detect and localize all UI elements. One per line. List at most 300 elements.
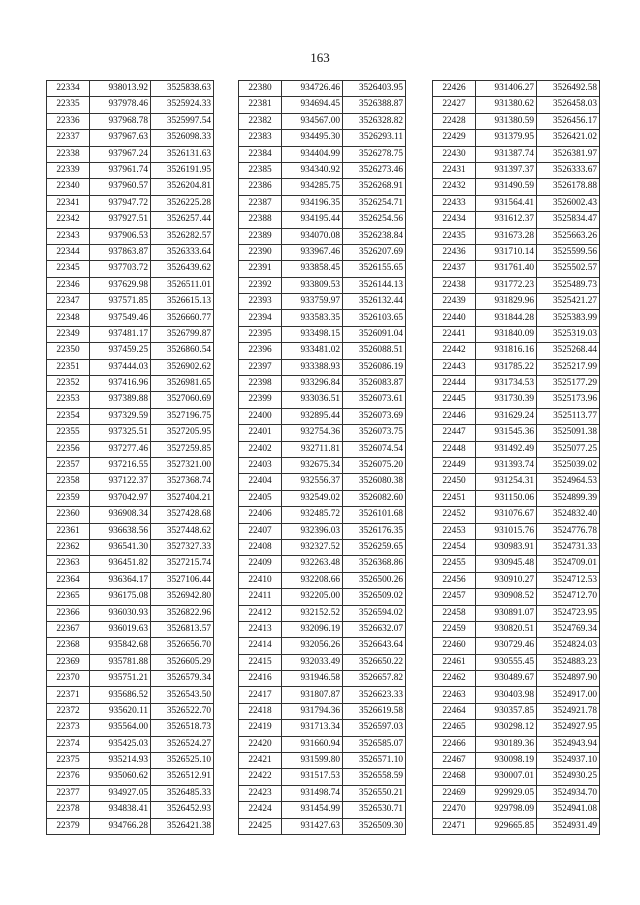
table-row bbox=[433, 539, 600, 555]
y-coordinate-cell: 3524897.90 bbox=[537, 671, 600, 687]
point-number-cell: 22362 bbox=[47, 539, 90, 555]
table-row bbox=[239, 671, 406, 687]
table-row bbox=[239, 441, 406, 457]
x-coordinate-cell: 933858.45 bbox=[282, 261, 343, 277]
x-coordinate-cell: 935781.88 bbox=[90, 654, 151, 670]
y-coordinate-cell: 3526073.75 bbox=[343, 425, 406, 441]
x-coordinate-cell: 931816.16 bbox=[476, 343, 537, 359]
table-row bbox=[239, 523, 406, 539]
table-row bbox=[433, 212, 600, 228]
x-coordinate-cell: 937960.57 bbox=[90, 179, 151, 195]
x-coordinate-cell: 937277.46 bbox=[90, 441, 151, 457]
point-number-cell: 22454 bbox=[433, 539, 476, 555]
table-row bbox=[433, 572, 600, 588]
y-coordinate-cell: 3526643.64 bbox=[343, 638, 406, 654]
table-row bbox=[239, 769, 406, 785]
table-row bbox=[47, 408, 214, 424]
y-coordinate-cell: 3524927.95 bbox=[537, 720, 600, 736]
point-number-cell: 22336 bbox=[47, 113, 90, 129]
x-coordinate-cell: 937481.17 bbox=[90, 326, 151, 342]
x-coordinate-cell: 936030.93 bbox=[90, 605, 151, 621]
x-coordinate-cell: 937961.74 bbox=[90, 162, 151, 178]
point-number-cell: 22439 bbox=[433, 294, 476, 310]
x-coordinate-cell: 935060.62 bbox=[90, 769, 151, 785]
point-number-cell: 22345 bbox=[47, 261, 90, 277]
y-coordinate-cell: 3526273.46 bbox=[343, 162, 406, 178]
x-coordinate-cell: 933759.97 bbox=[282, 294, 343, 310]
x-coordinate-cell: 936451.82 bbox=[90, 556, 151, 572]
y-coordinate-cell: 3526543.50 bbox=[151, 687, 214, 703]
x-coordinate-cell: 937416.96 bbox=[90, 376, 151, 392]
x-coordinate-cell: 938013.92 bbox=[90, 81, 151, 97]
table-row bbox=[47, 146, 214, 162]
x-coordinate-cell: 929798.09 bbox=[476, 802, 537, 818]
table-row bbox=[433, 654, 600, 670]
table-row bbox=[239, 97, 406, 113]
y-coordinate-cell: 3526550.21 bbox=[343, 785, 406, 801]
point-number-cell: 22352 bbox=[47, 376, 90, 392]
y-coordinate-cell: 3526558.59 bbox=[343, 769, 406, 785]
x-coordinate-cell: 931150.06 bbox=[476, 490, 537, 506]
point-number-cell: 22354 bbox=[47, 408, 90, 424]
table-row bbox=[433, 359, 600, 375]
table-row bbox=[47, 818, 214, 834]
x-coordinate-cell: 934726.46 bbox=[282, 81, 343, 97]
x-coordinate-cell: 937967.63 bbox=[90, 130, 151, 146]
point-number-cell: 22353 bbox=[47, 392, 90, 408]
y-coordinate-cell: 3526080.38 bbox=[343, 474, 406, 490]
point-number-cell: 22376 bbox=[47, 769, 90, 785]
point-number-cell: 22442 bbox=[433, 343, 476, 359]
point-number-cell: 22387 bbox=[239, 195, 282, 211]
point-number-cell: 22427 bbox=[433, 97, 476, 113]
x-coordinate-cell: 937459.25 bbox=[90, 343, 151, 359]
y-coordinate-cell: 3527205.95 bbox=[151, 425, 214, 441]
x-coordinate-cell: 931564.41 bbox=[476, 195, 537, 211]
table-row bbox=[239, 310, 406, 326]
table-row bbox=[433, 523, 600, 539]
point-number-cell: 22451 bbox=[433, 490, 476, 506]
x-coordinate-cell: 935842.68 bbox=[90, 638, 151, 654]
x-coordinate-cell: 934567.00 bbox=[282, 113, 343, 129]
table-row bbox=[239, 802, 406, 818]
y-coordinate-cell: 3526082.60 bbox=[343, 490, 406, 506]
point-number-cell: 22385 bbox=[239, 162, 282, 178]
x-coordinate-cell: 932549.02 bbox=[282, 490, 343, 506]
x-coordinate-cell: 934404.99 bbox=[282, 146, 343, 162]
x-coordinate-cell: 934766.28 bbox=[90, 818, 151, 834]
coordinate-table-3 bbox=[432, 80, 600, 835]
point-number-cell: 22429 bbox=[433, 130, 476, 146]
table-row bbox=[433, 769, 600, 785]
y-coordinate-cell: 3524731.33 bbox=[537, 539, 600, 555]
x-coordinate-cell: 935751.21 bbox=[90, 671, 151, 687]
point-number-cell: 22422 bbox=[239, 769, 282, 785]
x-coordinate-cell: 931785.22 bbox=[476, 359, 537, 375]
x-coordinate-cell: 932056.26 bbox=[282, 638, 343, 654]
point-number-cell: 22397 bbox=[239, 359, 282, 375]
y-coordinate-cell: 3524776.78 bbox=[537, 523, 600, 539]
x-coordinate-cell: 937863.87 bbox=[90, 244, 151, 260]
table-row bbox=[47, 474, 214, 490]
table-row bbox=[47, 736, 214, 752]
x-coordinate-cell: 930820.51 bbox=[476, 621, 537, 637]
point-number-cell: 22367 bbox=[47, 621, 90, 637]
point-number-cell: 22405 bbox=[239, 490, 282, 506]
y-coordinate-cell: 3526439.62 bbox=[151, 261, 214, 277]
point-number-cell: 22379 bbox=[47, 818, 90, 834]
table-row bbox=[47, 589, 214, 605]
table-row bbox=[239, 326, 406, 342]
point-number-cell: 22448 bbox=[433, 441, 476, 457]
table-row bbox=[47, 343, 214, 359]
point-number-cell: 22409 bbox=[239, 556, 282, 572]
y-coordinate-cell: 3526002.43 bbox=[537, 195, 600, 211]
point-number-cell: 22431 bbox=[433, 162, 476, 178]
point-number-cell: 22393 bbox=[239, 294, 282, 310]
point-number-cell: 22464 bbox=[433, 703, 476, 719]
y-coordinate-cell: 3525838.63 bbox=[151, 81, 214, 97]
table-row bbox=[433, 277, 600, 293]
point-number-cell: 22358 bbox=[47, 474, 90, 490]
point-number-cell: 22339 bbox=[47, 162, 90, 178]
y-coordinate-cell: 3526579.34 bbox=[151, 671, 214, 687]
point-number-cell: 22446 bbox=[433, 408, 476, 424]
point-number-cell: 22377 bbox=[47, 785, 90, 801]
table-row bbox=[239, 212, 406, 228]
point-number-cell: 22356 bbox=[47, 441, 90, 457]
point-number-cell: 22351 bbox=[47, 359, 90, 375]
x-coordinate-cell: 932895.44 bbox=[282, 408, 343, 424]
point-number-cell: 22412 bbox=[239, 605, 282, 621]
table-row bbox=[433, 261, 600, 277]
y-coordinate-cell: 3526238.84 bbox=[343, 228, 406, 244]
x-coordinate-cell: 935564.00 bbox=[90, 720, 151, 736]
y-coordinate-cell: 3526615.13 bbox=[151, 294, 214, 310]
table-row bbox=[239, 474, 406, 490]
table-row bbox=[47, 638, 214, 654]
y-coordinate-cell: 3526086.19 bbox=[343, 359, 406, 375]
point-number-cell: 22465 bbox=[433, 720, 476, 736]
y-coordinate-cell: 3526103.65 bbox=[343, 310, 406, 326]
table-row bbox=[433, 589, 600, 605]
point-number-cell: 22399 bbox=[239, 392, 282, 408]
x-coordinate-cell: 937927.51 bbox=[90, 212, 151, 228]
y-coordinate-cell: 3526259.65 bbox=[343, 539, 406, 555]
y-coordinate-cell: 3524930.25 bbox=[537, 769, 600, 785]
point-number-cell: 22430 bbox=[433, 146, 476, 162]
x-coordinate-cell: 931599.80 bbox=[282, 753, 343, 769]
y-coordinate-cell: 3524712.53 bbox=[537, 572, 600, 588]
point-number-cell: 22434 bbox=[433, 212, 476, 228]
table-row bbox=[47, 654, 214, 670]
point-number-cell: 22394 bbox=[239, 310, 282, 326]
point-number-cell: 22374 bbox=[47, 736, 90, 752]
x-coordinate-cell: 933481.02 bbox=[282, 343, 343, 359]
y-coordinate-cell: 3525924.33 bbox=[151, 97, 214, 113]
table-row bbox=[47, 376, 214, 392]
y-coordinate-cell: 3526293.11 bbox=[343, 130, 406, 146]
y-coordinate-cell: 3526333.64 bbox=[151, 244, 214, 260]
x-coordinate-cell: 933583.35 bbox=[282, 310, 343, 326]
table-row bbox=[239, 736, 406, 752]
x-coordinate-cell: 931397.37 bbox=[476, 162, 537, 178]
x-coordinate-cell: 933296.84 bbox=[282, 376, 343, 392]
table-row bbox=[433, 457, 600, 473]
point-number-cell: 22391 bbox=[239, 261, 282, 277]
point-number-cell: 22404 bbox=[239, 474, 282, 490]
x-coordinate-cell: 937947.72 bbox=[90, 195, 151, 211]
point-number-cell: 22368 bbox=[47, 638, 90, 654]
table-row bbox=[239, 376, 406, 392]
table-row bbox=[433, 802, 600, 818]
point-number-cell: 22341 bbox=[47, 195, 90, 211]
table-row bbox=[433, 474, 600, 490]
point-number-cell: 22425 bbox=[239, 818, 282, 834]
y-coordinate-cell: 3525997.54 bbox=[151, 113, 214, 129]
x-coordinate-cell: 931254.31 bbox=[476, 474, 537, 490]
x-coordinate-cell: 931490.59 bbox=[476, 179, 537, 195]
x-coordinate-cell: 934285.75 bbox=[282, 179, 343, 195]
point-number-cell: 22456 bbox=[433, 572, 476, 588]
table-row bbox=[239, 228, 406, 244]
y-coordinate-cell: 3526073.69 bbox=[343, 408, 406, 424]
point-number-cell: 22413 bbox=[239, 621, 282, 637]
table-row bbox=[433, 392, 600, 408]
table-row bbox=[433, 425, 600, 441]
x-coordinate-cell: 931844.28 bbox=[476, 310, 537, 326]
x-coordinate-cell: 932205.00 bbox=[282, 589, 343, 605]
table-row bbox=[47, 130, 214, 146]
y-coordinate-cell: 3526178.88 bbox=[537, 179, 600, 195]
table-row bbox=[239, 818, 406, 834]
x-coordinate-cell: 936019.63 bbox=[90, 621, 151, 637]
table-row bbox=[47, 113, 214, 129]
table-row bbox=[239, 294, 406, 310]
x-coordinate-cell: 937629.98 bbox=[90, 277, 151, 293]
point-number-cell: 22457 bbox=[433, 589, 476, 605]
y-coordinate-cell: 3527259.85 bbox=[151, 441, 214, 457]
x-coordinate-cell: 930357.85 bbox=[476, 703, 537, 719]
x-coordinate-cell: 937571.85 bbox=[90, 294, 151, 310]
y-coordinate-cell: 3527327.33 bbox=[151, 539, 214, 555]
point-number-cell: 22364 bbox=[47, 572, 90, 588]
table-row bbox=[239, 490, 406, 506]
point-number-cell: 22386 bbox=[239, 179, 282, 195]
point-number-cell: 22461 bbox=[433, 654, 476, 670]
table-row bbox=[433, 326, 600, 342]
table-row bbox=[433, 244, 600, 260]
table-row bbox=[47, 310, 214, 326]
point-number-cell: 22392 bbox=[239, 277, 282, 293]
x-coordinate-cell: 930489.67 bbox=[476, 671, 537, 687]
y-coordinate-cell: 3526254.71 bbox=[343, 195, 406, 211]
table-row bbox=[433, 703, 600, 719]
point-number-cell: 22420 bbox=[239, 736, 282, 752]
x-coordinate-cell: 936541.30 bbox=[90, 539, 151, 555]
point-number-cell: 22459 bbox=[433, 621, 476, 637]
table-row bbox=[47, 425, 214, 441]
table-row bbox=[47, 769, 214, 785]
x-coordinate-cell: 930298.12 bbox=[476, 720, 537, 736]
y-coordinate-cell: 3526657.82 bbox=[343, 671, 406, 687]
point-number-cell: 22388 bbox=[239, 212, 282, 228]
point-number-cell: 22438 bbox=[433, 277, 476, 293]
y-coordinate-cell: 3527368.74 bbox=[151, 474, 214, 490]
table-row bbox=[239, 589, 406, 605]
point-number-cell: 22445 bbox=[433, 392, 476, 408]
table-row bbox=[47, 228, 214, 244]
x-coordinate-cell: 932152.52 bbox=[282, 605, 343, 621]
table-row bbox=[433, 130, 600, 146]
x-coordinate-cell: 931794.36 bbox=[282, 703, 343, 719]
point-number-cell: 22415 bbox=[239, 654, 282, 670]
table-row bbox=[433, 97, 600, 113]
x-coordinate-cell: 936364.17 bbox=[90, 572, 151, 588]
table-row bbox=[433, 228, 600, 244]
table-row bbox=[239, 507, 406, 523]
y-coordinate-cell: 3526597.03 bbox=[343, 720, 406, 736]
table-row bbox=[47, 277, 214, 293]
table-row bbox=[239, 425, 406, 441]
x-coordinate-cell: 931713.34 bbox=[282, 720, 343, 736]
coordinate-table-2 bbox=[238, 80, 406, 835]
table-row bbox=[47, 392, 214, 408]
y-coordinate-cell: 3524769.34 bbox=[537, 621, 600, 637]
x-coordinate-cell: 932396.03 bbox=[282, 523, 343, 539]
point-number-cell: 22338 bbox=[47, 146, 90, 162]
y-coordinate-cell: 3526381.97 bbox=[537, 146, 600, 162]
table-row bbox=[47, 572, 214, 588]
x-coordinate-cell: 931807.87 bbox=[282, 687, 343, 703]
table-row bbox=[239, 605, 406, 621]
y-coordinate-cell: 3525173.96 bbox=[537, 392, 600, 408]
point-number-cell: 22443 bbox=[433, 359, 476, 375]
point-number-cell: 22389 bbox=[239, 228, 282, 244]
x-coordinate-cell: 930403.98 bbox=[476, 687, 537, 703]
x-coordinate-cell: 930555.45 bbox=[476, 654, 537, 670]
y-coordinate-cell: 3527321.00 bbox=[151, 457, 214, 473]
point-number-cell: 22424 bbox=[239, 802, 282, 818]
point-number-cell: 22421 bbox=[239, 753, 282, 769]
table-row bbox=[47, 326, 214, 342]
table-row bbox=[239, 785, 406, 801]
x-coordinate-cell: 937325.51 bbox=[90, 425, 151, 441]
point-number-cell: 22432 bbox=[433, 179, 476, 195]
x-coordinate-cell: 931380.59 bbox=[476, 113, 537, 129]
y-coordinate-cell: 3526091.04 bbox=[343, 326, 406, 342]
table-row bbox=[433, 294, 600, 310]
point-number-cell: 22416 bbox=[239, 671, 282, 687]
table-row bbox=[47, 605, 214, 621]
y-coordinate-cell: 3526403.95 bbox=[343, 81, 406, 97]
x-coordinate-cell: 931015.76 bbox=[476, 523, 537, 539]
y-coordinate-cell: 3526632.07 bbox=[343, 621, 406, 637]
x-coordinate-cell: 934495.30 bbox=[282, 130, 343, 146]
y-coordinate-cell: 3526083.87 bbox=[343, 376, 406, 392]
y-coordinate-cell: 3526525.10 bbox=[151, 753, 214, 769]
table-row bbox=[239, 162, 406, 178]
point-number-cell: 22470 bbox=[433, 802, 476, 818]
y-coordinate-cell: 3524964.53 bbox=[537, 474, 600, 490]
y-coordinate-cell: 3527215.74 bbox=[151, 556, 214, 572]
y-coordinate-cell: 3524931.49 bbox=[537, 818, 600, 834]
x-coordinate-cell: 931076.67 bbox=[476, 507, 537, 523]
y-coordinate-cell: 3525268.44 bbox=[537, 343, 600, 359]
y-coordinate-cell: 3527196.75 bbox=[151, 408, 214, 424]
y-coordinate-cell: 3526074.54 bbox=[343, 441, 406, 457]
x-coordinate-cell: 931498.74 bbox=[282, 785, 343, 801]
table-row bbox=[239, 638, 406, 654]
x-coordinate-cell: 935214.93 bbox=[90, 753, 151, 769]
point-number-cell: 22365 bbox=[47, 589, 90, 605]
point-number-cell: 22403 bbox=[239, 457, 282, 473]
table-row bbox=[47, 703, 214, 719]
point-number-cell: 22396 bbox=[239, 343, 282, 359]
point-number-cell: 22375 bbox=[47, 753, 90, 769]
y-coordinate-cell: 3526421.38 bbox=[151, 818, 214, 834]
x-coordinate-cell: 934927.05 bbox=[90, 785, 151, 801]
x-coordinate-cell: 937444.03 bbox=[90, 359, 151, 375]
y-coordinate-cell: 3526813.57 bbox=[151, 621, 214, 637]
table-row bbox=[433, 736, 600, 752]
y-coordinate-cell: 3526131.63 bbox=[151, 146, 214, 162]
point-number-cell: 22408 bbox=[239, 539, 282, 555]
point-number-cell: 22382 bbox=[239, 113, 282, 129]
point-number-cell: 22348 bbox=[47, 310, 90, 326]
y-coordinate-cell: 3526492.58 bbox=[537, 81, 600, 97]
y-coordinate-cell: 3524712.70 bbox=[537, 589, 600, 605]
point-number-cell: 22414 bbox=[239, 638, 282, 654]
y-coordinate-cell: 3526981.65 bbox=[151, 376, 214, 392]
y-coordinate-cell: 3526485.33 bbox=[151, 785, 214, 801]
y-coordinate-cell: 3526452.93 bbox=[151, 802, 214, 818]
point-number-cell: 22366 bbox=[47, 605, 90, 621]
point-number-cell: 22359 bbox=[47, 490, 90, 506]
y-coordinate-cell: 3526278.75 bbox=[343, 146, 406, 162]
y-coordinate-cell: 3526942.80 bbox=[151, 589, 214, 605]
y-coordinate-cell: 3525383.99 bbox=[537, 310, 600, 326]
point-number-cell: 22468 bbox=[433, 769, 476, 785]
point-number-cell: 22357 bbox=[47, 457, 90, 473]
point-number-cell: 22450 bbox=[433, 474, 476, 490]
table-row bbox=[433, 146, 600, 162]
y-coordinate-cell: 3526605.29 bbox=[151, 654, 214, 670]
point-number-cell: 22342 bbox=[47, 212, 90, 228]
table-row bbox=[239, 244, 406, 260]
point-number-cell: 22347 bbox=[47, 294, 90, 310]
x-coordinate-cell: 937967.24 bbox=[90, 146, 151, 162]
x-coordinate-cell: 934195.44 bbox=[282, 212, 343, 228]
table-row bbox=[239, 457, 406, 473]
point-number-cell: 22334 bbox=[47, 81, 90, 97]
point-number-cell: 22440 bbox=[433, 310, 476, 326]
x-coordinate-cell: 929665.85 bbox=[476, 818, 537, 834]
point-number-cell: 22463 bbox=[433, 687, 476, 703]
x-coordinate-cell: 931730.39 bbox=[476, 392, 537, 408]
table-row bbox=[433, 638, 600, 654]
x-coordinate-cell: 934694.45 bbox=[282, 97, 343, 113]
table-row bbox=[433, 343, 600, 359]
table-row bbox=[239, 195, 406, 211]
table-row bbox=[47, 753, 214, 769]
y-coordinate-cell: 3526509.02 bbox=[343, 589, 406, 605]
y-coordinate-cell: 3524917.00 bbox=[537, 687, 600, 703]
table-row bbox=[47, 441, 214, 457]
table-row bbox=[239, 621, 406, 637]
x-coordinate-cell: 931427.63 bbox=[282, 818, 343, 834]
y-coordinate-cell: 3524934.70 bbox=[537, 785, 600, 801]
